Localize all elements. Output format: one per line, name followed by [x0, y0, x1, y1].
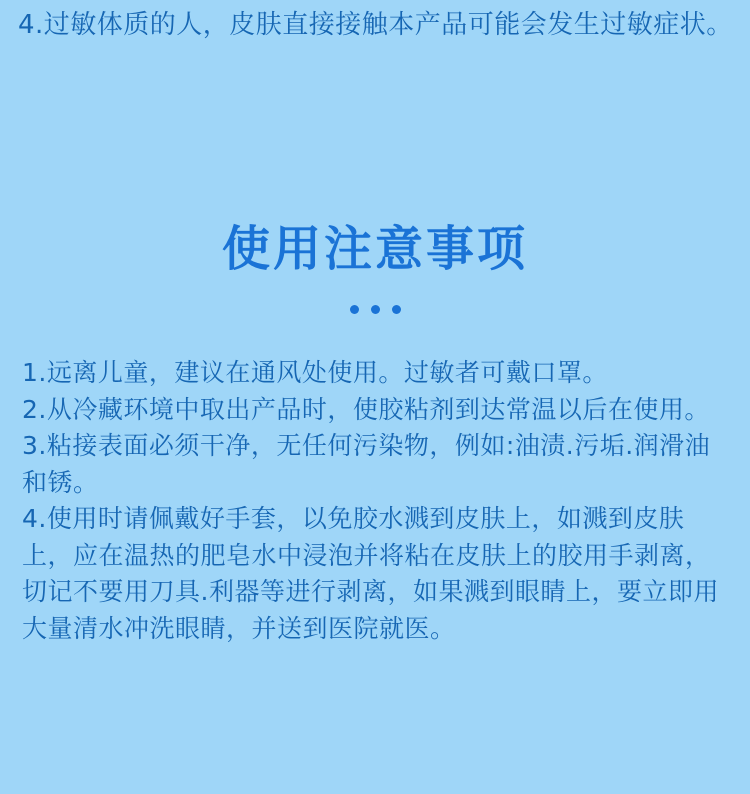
- title-divider-dots: [0, 305, 750, 319]
- usage-note-3: 3.粘接表面必须干净，无任何污染物，例如:油渍.污垢.润滑油和锈。: [22, 431, 711, 497]
- divider-dot: [371, 305, 380, 314]
- divider-dot: [392, 305, 401, 314]
- usage-note-1: 1.远离儿童，建议在通风处使用。过敏者可戴口罩。: [22, 358, 608, 387]
- divider-dot: [350, 305, 359, 314]
- usage-notes-list: [22, 355, 734, 647]
- usage-note-2: 2.从冷藏环境中取出产品时，使胶粘剂到达常温以后在使用。: [22, 394, 710, 424]
- usage-note-4: 4.使用时请佩戴好手套，以免胶水溅到皮肤上，如溅到皮肤上，应在温热的肥皂水中浸泡并将粘在皮肤上的胶用手剥离，切记不要用刀具.利器等进行剥离，如果溅到眼睛上，要立即用大量清水冲洗眼睛，并送到医院就医。: [22, 504, 719, 643]
- previous-list-item: 4.过敏体质的人，皮肤直接接触本产品可能会发生过敏症状。: [18, 10, 733, 40]
- section-title: 使用注意事项: [221, 221, 528, 277]
